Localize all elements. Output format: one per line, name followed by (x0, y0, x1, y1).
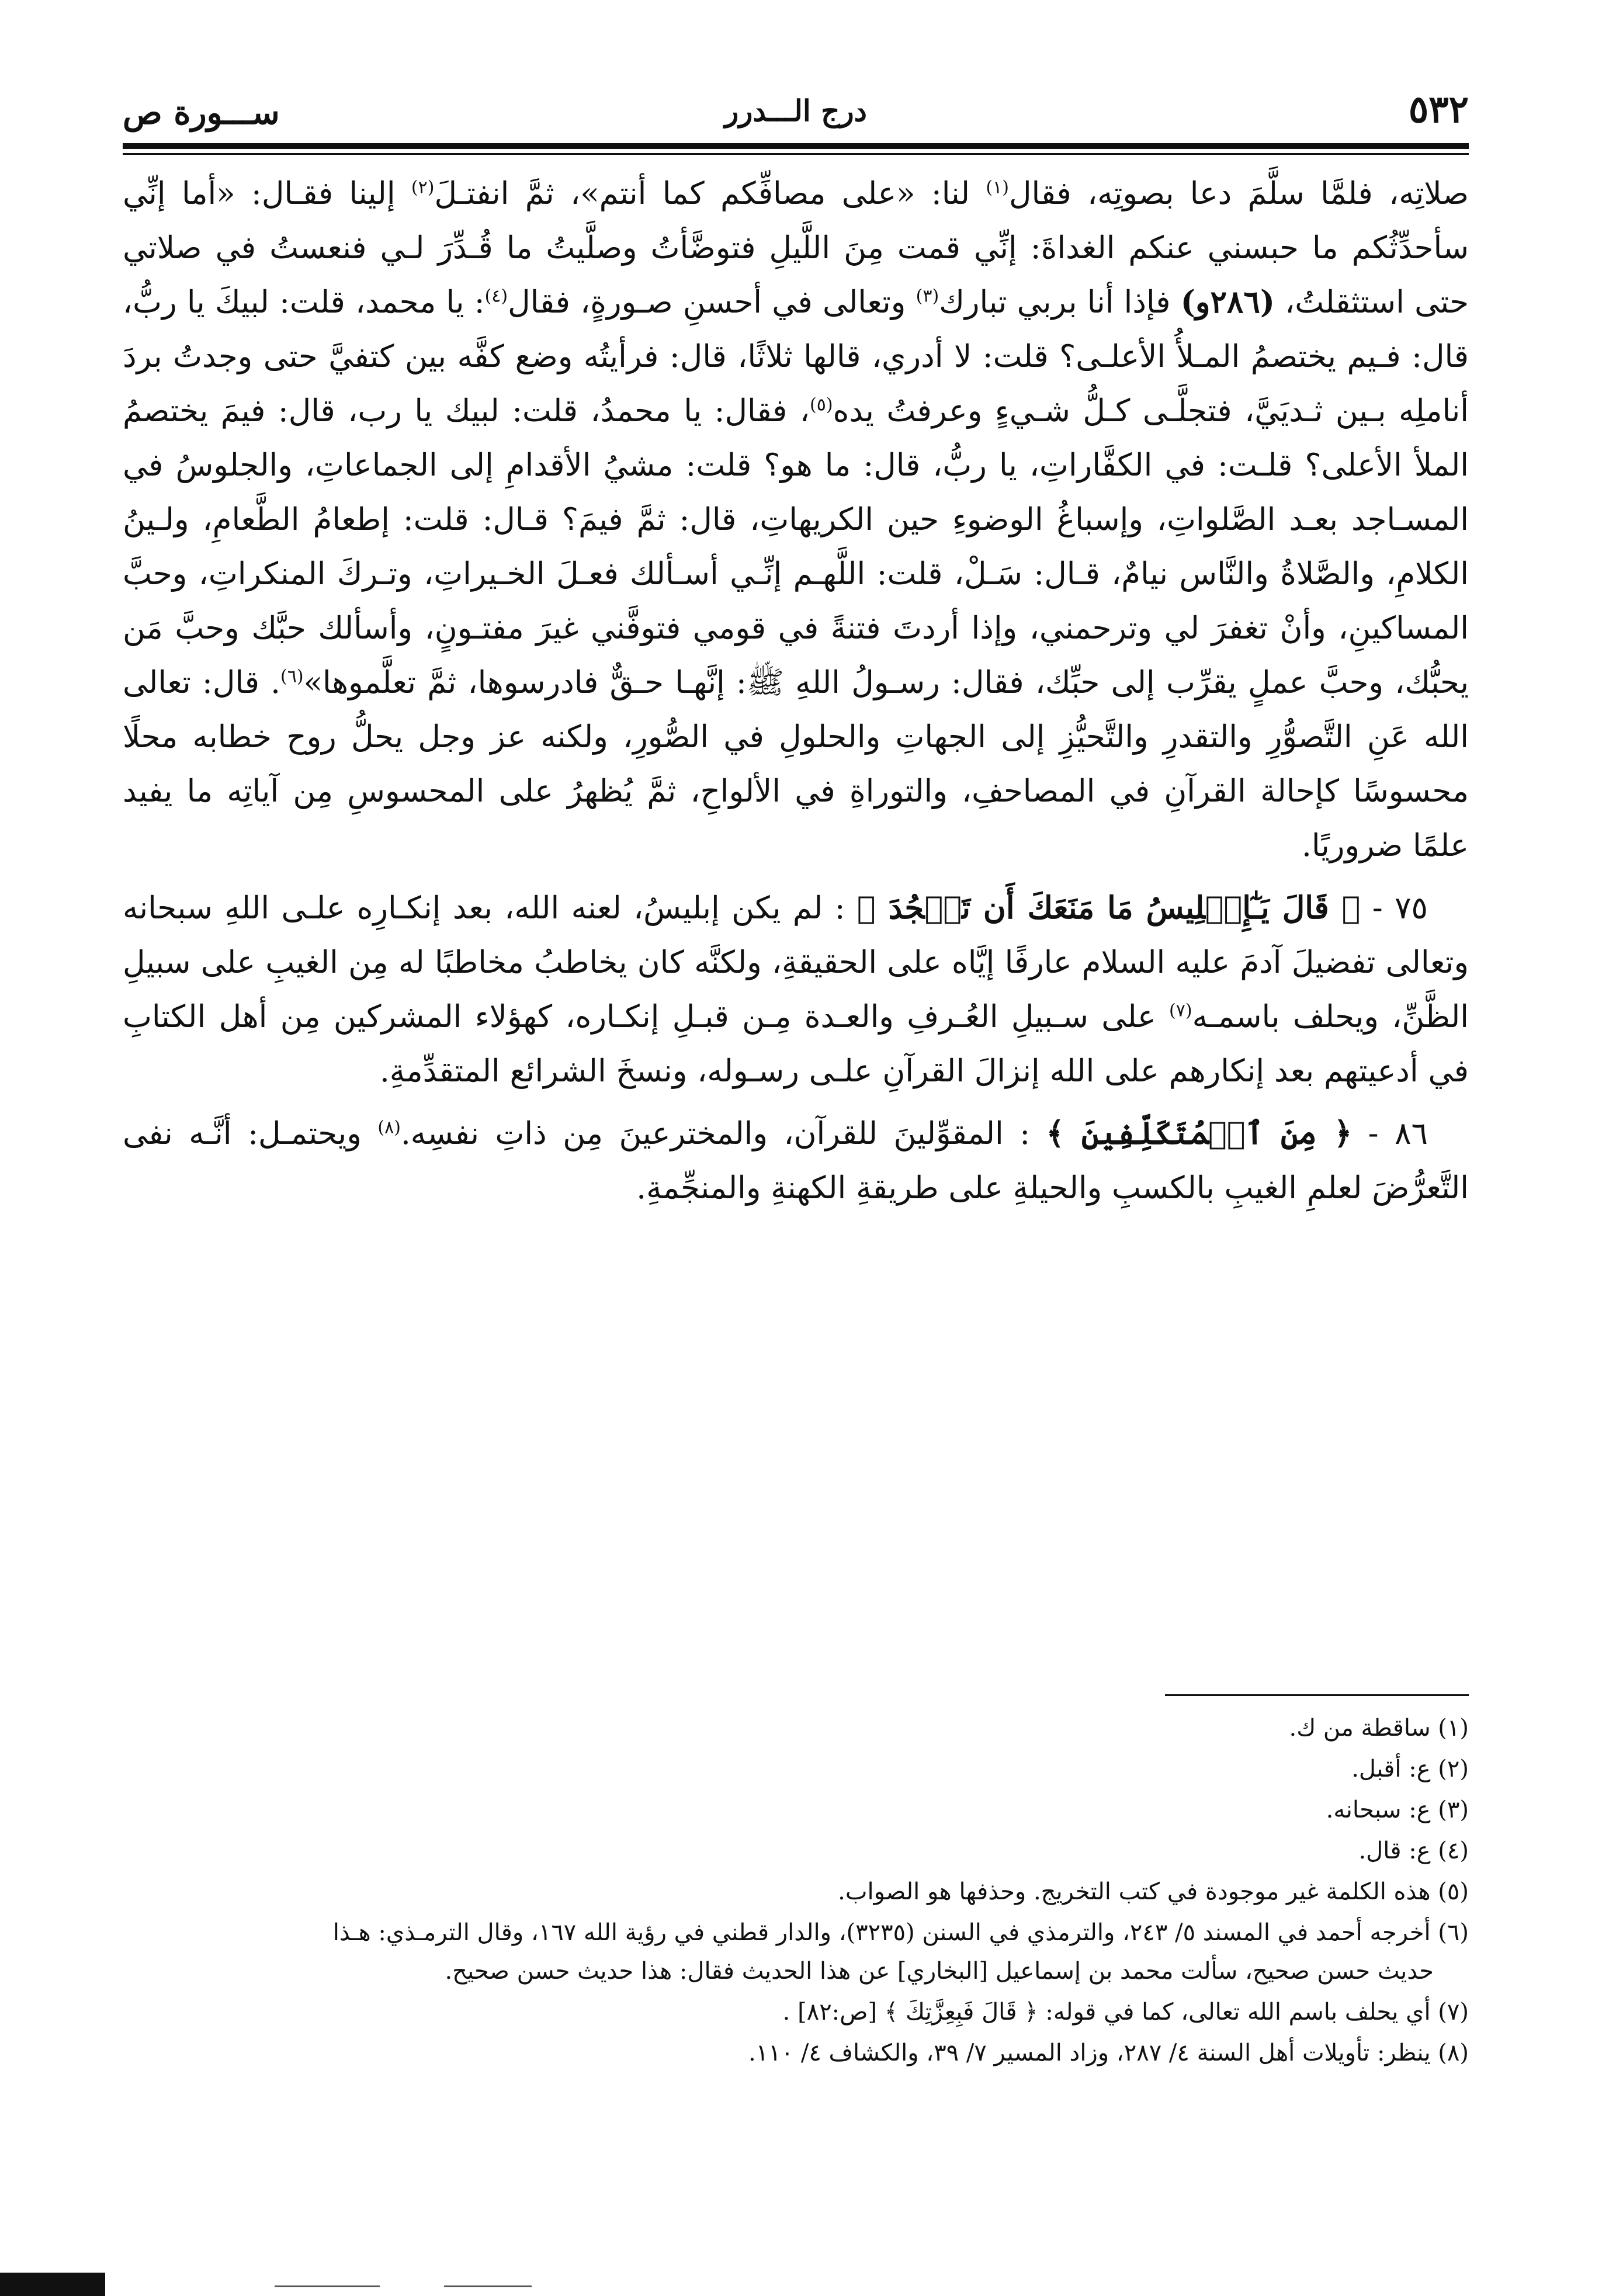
footnote-text: (٦) أخرجه أحمد في المسند ٥/ ٢٤٣، والترمذي في السنن (٣٢٣٥)، والدار قطني في رؤية الله ١٦٧، وقال الترمـذي: هـذا (332, 1919, 1469, 1946)
running-title: درج الـــدرر (724, 93, 867, 128)
footnote-text: (٤) ع: قال. (1358, 1837, 1469, 1864)
scan-edge-mark (0, 2273, 105, 2296)
main-text (123, 167, 1469, 1223)
paragraph-hadith (123, 167, 1469, 873)
text-run: على سـبيلِ العُـرفِ والعـدة مِـن قبـلِ إنكـاره، كهؤلاء المشركين مِن أهل الكتابِ في أدعيتهم بعد إنكارهم على الله إنزالَ القرآنِ علـى رسـوله، ونسخَ الشرائع المتقدِّمةِ. (123, 999, 1469, 1089)
footnote-8 (123, 2034, 1469, 2072)
page-number: ٥٣٢ (1408, 88, 1469, 131)
footnote-text: (٥) هذه الكلمة غير موجودة في كتب التخريج. وحذفها هو الصواب. (838, 1878, 1469, 1905)
scan-line-mark (275, 2285, 380, 2287)
footnote-text: (٧) أي يحلف باسم الله تعالى، كما في قوله: ﴿ قَالَ فَبِعِزَّتِكَ ﴾ [ص:٨٢] . (782, 1999, 1469, 2026)
surah-name: ســـورة ص (123, 93, 280, 132)
footnote-3 (123, 1791, 1469, 1829)
text-run: : المقوِّلينَ للقرآن، والمخترعينَ مِن ذاتِ نفسِه. (400, 1116, 1046, 1152)
text-run: فإذا أنا بربي تبارك (939, 285, 1181, 320)
verse-number: ٨٦ - (1352, 1116, 1428, 1152)
footnote-separator (1165, 1694, 1469, 1696)
footnote-4 (123, 1832, 1469, 1870)
footnote-7 (123, 1993, 1469, 2031)
quran-verse: ﴿ قَالَ يَـٰٓإِبۡلِيسُ مَا مَنَعَكَ أَن تَسۡجُدَ ﴾ (856, 890, 1361, 926)
quran-verse: ﴿ مِنَ ٱلۡمُتَكَلِّفِينَ ﴾ (1046, 1115, 1353, 1152)
header-rule-thin (123, 153, 1469, 155)
text-run: : يا محمد، قلت: لبيكَ يا ربُّ، قال: فـيم يختصمُ المـلأُ الأعلـى؟ قلت: لا أدري، قالها ثلاثًا، قال: فرأيتُه وضع كفَّه بين كتفيَّ حتى وجدتُ بردَ أناملِه بـين ثـديَيَّ، فتجلَّـى كـلُّ شـيءٍ وعرفتُ يده (123, 285, 1469, 429)
footnote-ref: (٥) (810, 394, 833, 415)
footnote-ref: (٦) (280, 666, 304, 687)
paragraph-verse-75 (123, 881, 1469, 1098)
footnote-text: (٣) ع: سبحانه. (1326, 1796, 1469, 1823)
text-run: وتعالى في أحسنِ صـورةٍ، فقال (508, 285, 916, 320)
footnote-ref: (٨) (377, 1117, 401, 1138)
text-run: . قال: تعالى الله عَنِ التَّصوُّرِ والتقدرِ والتَّحيُّزِ إلى الجهاتِ والحلولِ في الصُّورِ، ولكنه عز وجل يحلُّ روح خطابه محلًا محسوسًا كإحالة القرآنِ في المصاحفِ، والتوراةِ في الألواحِ، ثمَّ يُظهرُ على المحسوسِ مِن آياتِه ما يفيد علمًا ضروريًا. (123, 665, 1469, 863)
footnote-continuation: حديث حسن صحيح، سألت محمد بن إسماعيل [البخاري] عن هذا الحديث فقال: هذا حديث حسن صحيح. (445, 1958, 1434, 1985)
text-run: ويحتمـل: أنَّـه نفى التَّعرُّضَ لعلمِ الغيبِ بالكسبِ والحيلةِ على طريقةِ الكهنةِ والمنجِّمةِ. (123, 1116, 1469, 1206)
paragraph-verse-86 (123, 1107, 1469, 1215)
text-run: إلينا فقـال: «أما إنِّي سأحدِّثُكم ما حبسني عنكم الغداةَ: إنِّي قمت مِنَ اللَّيلِ فتوضَّأتُ وصلَّيتُ ما قُـدِّرَ لـي فنعستُ في صلاتي حتى استثقلتُ، (123, 176, 1469, 320)
scan-line-mark (444, 2285, 532, 2287)
footnote-1 (123, 1709, 1469, 1747)
text-run: صلاتِه، فلمَّا سلَّمَ دعا بصوتِه، فقال (1008, 176, 1469, 211)
page-header (123, 88, 1469, 140)
footnote-text: (٢) ع: أقبل. (1351, 1756, 1469, 1782)
footnote-2 (123, 1750, 1469, 1788)
footnote-ref: (٤) (484, 286, 508, 307)
text-run: لنا: «على مصافِّكم كما أنتم»، ثمَّ انفتـلَ (434, 176, 986, 211)
footnote-ref: (٣) (916, 286, 939, 307)
footnote-ref: (١) (986, 177, 1009, 198)
header-rule-thick (123, 143, 1469, 149)
footnotes (123, 1709, 1469, 2075)
folio-marker: (٢٨٦و) (1180, 284, 1275, 320)
text-run: ، فقال: يا محمدُ، قلت: لبيك يا رب، قال: فيمَ يختصمُ الملأ الأعلى؟ قلـت: في الكفَّاراتِ، يا ربُّ، قال: ما هو؟ قلت: مشيُ الأقدامِ إلى الجماعاتِ، والجلوسُ في المسـاجد بعـد الصَّلواتِ، وإسباغُ الوضوءِ حين الكريهاتِ، قال: ثمَّ فيمَ؟ قـال: قلت: إطعامُ الطَّعامِ، ولـينُ الكلامِ، والصَّلاةُ والنَّاس نيامٌ، قـال: سَـلْ، قلت: اللَّهـم إنِّـي أسـألك فعـلَ الخـيراتِ، وتـركَ المنكراتِ، وحبَّ المساكينِ، وأنْ تغفرَ لي وترحمني، وإذا أردتَ فتنةً في قومي فتوفَّني غيرَ مفتـونٍ، وأسألك حبَّك وحبَّ مَن يحبُّك، وحبَّ عملٍ يقرِّب إلى حبِّك، فقال: رسـولُ اللهِ ﷺ: إنَّهـا حـقٌّ فادرسوها، ثمَّ تعلَّموها» (123, 393, 1469, 700)
verse-number: ٧٥ - (1360, 890, 1428, 926)
footnote-ref: (٢) (411, 177, 435, 198)
footnote-ref: (٧) (1169, 1000, 1192, 1021)
footnote-text: (١) ساقطة من ك. (1289, 1715, 1469, 1742)
footnote-6 (123, 1913, 1469, 1990)
footnote-text: (٨) ينظر: تأويلات أهل السنة ٤/ ٢٨٧، وزاد المسير ٧/ ٣٩، والكشاف ٤/ ١١٠. (748, 2040, 1469, 2066)
footnote-5 (123, 1872, 1469, 1911)
text-run: : لم يكن إبليسُ، لعنه الله، بعد إنكـارِه علـى اللهِ سبحانه وتعالى تفضيلَ آدمَ عليه السلام عارفًا إيَّاه على الحقيقةِ، ولكنَّه كان يخاطبُ مخاطبًا له مِن الغيبِ على سبيلِ الظَّنِّ، ويحلف باسمـه (123, 890, 1469, 1035)
